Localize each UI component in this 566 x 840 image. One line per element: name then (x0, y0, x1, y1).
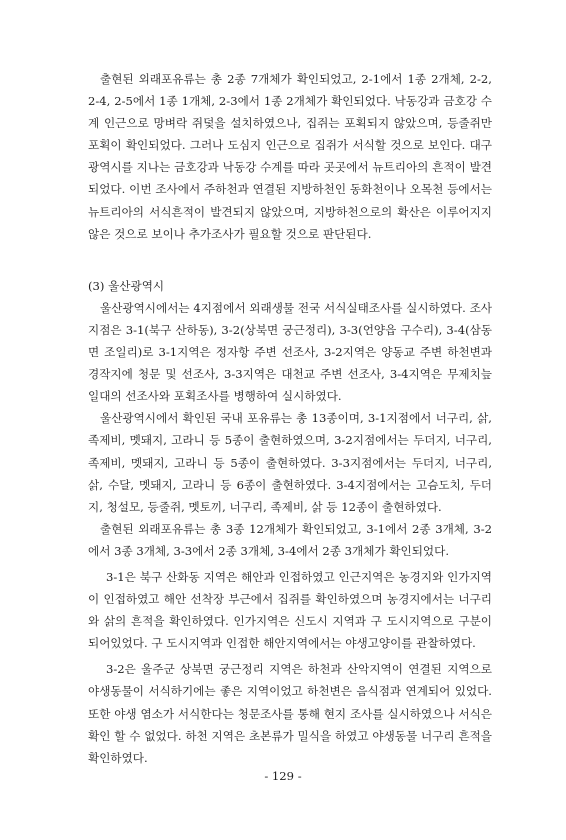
page-number: - 129 - (264, 769, 302, 783)
document-body (88, 68, 492, 769)
paragraph-ulsan-foreign-mammals: 출현된 외래포유류는 총 3종 12개체가 확인되었고, 3-1에서 2종 3개체, 3-2에서 3종 3개체, 3-3에서 2종 3개체, 3-4에서 2종 3개체가 확인되었다. (88, 521, 492, 558)
paragraph-foreign-mammals-daegu: 출현된 외래포유류는 총 2종 7개체가 확인되었고, 2-1에서 1종 2개체, 2-2, 2-4, 2-5에서 1종 1개체, 2-3에서 1종 2개체가 확인되었다. 낙동강과 금호강 수계 인근으로 망벼락 쥐덫을 설치하였으나, 집쥐는 포획되지 않았으며, 등줄쥐만 포획이 확인되었다. 그러나 도심지 인근으로 집쥐가 서식할 것으로 보인다. 대구광역시를 지나는 금호강과 낙동강 수계를 따라 곳곳에서 뉴트리아의 흔적이 발견되었다. 이번 조사에서 주하천과 연결된 지방하천인 동화천이나 오목천 등에서는 뉴트리아의 서식흔적이 발견되지 않았으며, 지방하천으로의 확산은 이루어지지 않은 것으로 보이나 추가조사가 필요할 것으로 판단된다. (88, 72, 492, 241)
section-heading-ulsan: (3) 울산광역시 (88, 278, 165, 293)
paragraph-site-3-1: 3-1은 북구 산화동 지역은 해안과 인접하였고 인근지역은 농경지와 인가지역이 인접하였고 해안 선착장 부근에서 집쥐를 확인하였으며 농경지에서는 너구리와 삵의 흔적을 확인하였다. 인가지역은 신도시 지역과 구 도시지역으로 구분이 되어있었다. 구 도시지역과 인접한 해안지역에서는 야생고양이를 관찰하였다. (88, 569, 492, 651)
paragraph-ulsan-native-mammals: 울산광역시에서 확인된 국내 포유류는 총 13종이며, 3-1지점에서 너구리, 삵, 족제비, 멧돼지, 고라니 등 5종이 출현하였으며, 3-2지점에서는 두더지, 너구리, 족제비, 멧돼지, 고라니 등 5종이 출현하였다. 3-3지점에서는 두더지, 너구리, 삵, 수달, 멧돼지, 고라니 등 6종이 출현하였다. 3-4지점에서는 고슴도치, 두더지, 청설모, 등줄쥐, 멧토끼, 너구리, 족제비, 삵 등 12종이 출현하였다. (88, 411, 492, 514)
paragraph-site-3-2: 3-2은 울주군 상북면 궁근정리 지역은 하천과 산악지역이 연결된 지역으로 야생동물이 서식하기에는 좋은 지역이었고 하천변은 음식점과 연계되어 있었다. 또한 야생 염소가 서식한다는 청문조사를 통해 현지 조사를 실시하였으나 서식은 확인 할 수 없었다. 하천 지역은 초본류가 밀식을 하였고 야생동물 너구리 흔적을 확인하였다. (88, 662, 492, 765)
paragraph-ulsan-survey-sites: 울산광역시에서는 4지점에서 외래생물 전국 서식실태조사를 실시하였다. 조사지점은 3-1(북구 산하동), 3-2(상북면 궁근정리), 3-3(언양읍 구수리), 3-4(삼동면 조일리)로 3-1지역은 정자항 주변 선조사, 3-2지역은 양동교 주변 하천변과 경작지에 청문 및 선조사, 3-3지역은 대천교 주변 선조사, 3-4지역은 무제치늪 일대의 선조사와 포획조사를 병행하여 실시하였다. (88, 300, 492, 404)
